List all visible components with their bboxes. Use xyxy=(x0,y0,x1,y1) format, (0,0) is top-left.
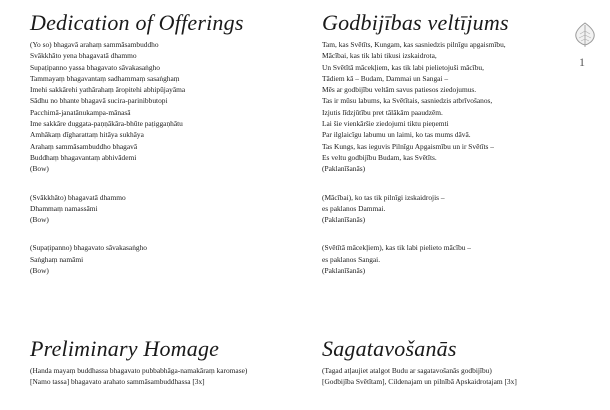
heading-preliminary-homage: Preliminary Homage xyxy=(30,336,220,361)
pali-line: Supaṭipanno yassa bhagavato sāvakasaṅgho xyxy=(30,62,160,72)
latvian-line: (Tagad atļaujiet atalgot Budu ar sagatavošanās godbijību) xyxy=(322,366,492,375)
bow-instruction: (Paklanīšanās) xyxy=(322,164,366,174)
pali-line: Sādhu no bhante bhagavā sucira-parinibbutopi xyxy=(30,96,168,106)
pali-line: (Yo so) bhagavā arahaṃ sammāsambuddho xyxy=(30,40,159,49)
latvian-column xyxy=(322,10,562,276)
latvian-verse-block-2 xyxy=(322,192,562,226)
latvian-line: [Godbijība Svētītam], Cildenajam un pilnībā Apskaidrotajam [3x] xyxy=(322,377,517,387)
latvian-line: Tam, kas Svētīts, Kungam, kas sasniedzis pilnīgu apgaismību, xyxy=(322,40,506,49)
pali-column xyxy=(30,10,315,276)
latvian-line: es paklanos Sangai. xyxy=(322,254,381,264)
pali-line: Imehi sakkārehi yathārahaṃ āropitehi abhipūjayāma xyxy=(30,85,186,95)
bodhi-leaf-icon xyxy=(574,22,596,48)
latvian-line: (Mācībai), ko tas tik pilnīgi izskaidrojis – xyxy=(322,192,445,202)
latvian-line: Es veltu godbijību Budam, kas Svētīts. xyxy=(322,152,437,162)
pali-verse-block-2 xyxy=(30,192,315,226)
pali-line: Amhākaṃ dīgharattaṃ hitāya sukhāya xyxy=(30,130,144,140)
pali-line: Saṅghaṃ namāmi xyxy=(30,254,84,264)
bow-instruction: (Bow) xyxy=(30,266,49,276)
latvian-line: Tas ir mūsu labums, ka Svētītais, sasniedzis atbrīvošanos, xyxy=(322,96,493,106)
sagatavosanas-section xyxy=(322,336,582,388)
pali-verse-block-3 xyxy=(30,242,315,276)
pali-line: (Supaṭipanno) bhagavato sāvakasaṅgho xyxy=(30,243,147,253)
latvian-line: es paklanos Dammai. xyxy=(322,203,386,213)
latvian-verse-block-1 xyxy=(322,39,562,175)
latvian-line: Tādiem kā – Budam, Dammai un Sangai – xyxy=(322,73,449,83)
latvian-line: Lai šie vienkāršie ziedojumi tiktu pieņemti xyxy=(322,119,449,129)
pali-line: Tammayaṃ bhagavantaṃ sadhammaṃ sasaṅghaṃ xyxy=(30,73,180,83)
bow-instruction: (Paklanīšanās) xyxy=(322,266,366,276)
latvian-verse-block-3 xyxy=(322,242,562,276)
pali-line: Dhammaṃ namassāmi xyxy=(30,203,98,213)
pali-line: Buddhaṃ bhagavantaṃ abhivādemi xyxy=(30,152,137,162)
heading-godbijibas-veltijums: Godbijības veltījums xyxy=(322,10,509,35)
pali-line: Ime sakkāre duggata-paṇṇākāra-bhūte paṭiggaṇhātu xyxy=(30,119,183,129)
latvian-line: Un Svētītā mācekļiem, kas tik labi pielietojuši mācību, xyxy=(322,62,484,72)
bow-instruction: (Paklanīšanās) xyxy=(322,215,366,225)
latvian-line: Mēs ar godbijību veltām savus patiesos ziedojumus. xyxy=(322,85,477,95)
pali-line: [Namo tassa] bhagavato arahato sammāsambuddhassa [3x] xyxy=(30,377,205,387)
latvian-line: Par ilglaicīgu labumu un laimi, ko tas mums dāvā. xyxy=(322,130,471,140)
latvian-line: Mācībai, kas tik labi tikusi izskaidrota, xyxy=(322,51,437,61)
bow-instruction: (Bow) xyxy=(30,215,49,225)
pali-line: (Svākkhāto) bhagavatā dhammo xyxy=(30,192,126,202)
pali-verse-block-1 xyxy=(30,39,315,175)
latvian-line: Izjutis līdzjūtību pret tālākām paaudzēm. xyxy=(322,107,443,117)
latvian-line: (Svētītā mācekļiem), kas tik labi pielieto mācību – xyxy=(322,243,471,253)
pali-line: Arahaṃ sammāsambuddho bhagavā xyxy=(30,141,138,151)
preliminary-homage-section xyxy=(30,336,315,388)
heading-sagatavosanas: Sagatavošanās xyxy=(322,336,457,361)
bow-instruction: (Bow) xyxy=(30,164,49,174)
pali-line: (Handa mayaṃ buddhassa bhagavato pubbabhāga-namakāraṃ karomase) xyxy=(30,366,248,375)
page-number: 1 xyxy=(579,55,585,69)
heading-dedication-of-offerings: Dedication of Offerings xyxy=(30,10,244,35)
pali-line: Pacchimā-janatānukampa-mānasā xyxy=(30,107,131,117)
pali-line: Svākkhāto yena bhagavatā dhammo xyxy=(30,51,137,61)
latvian-line: Tas Kungs, kas ieguvis Pilnīgu Apgaismību un ir Svētīts – xyxy=(322,141,494,151)
